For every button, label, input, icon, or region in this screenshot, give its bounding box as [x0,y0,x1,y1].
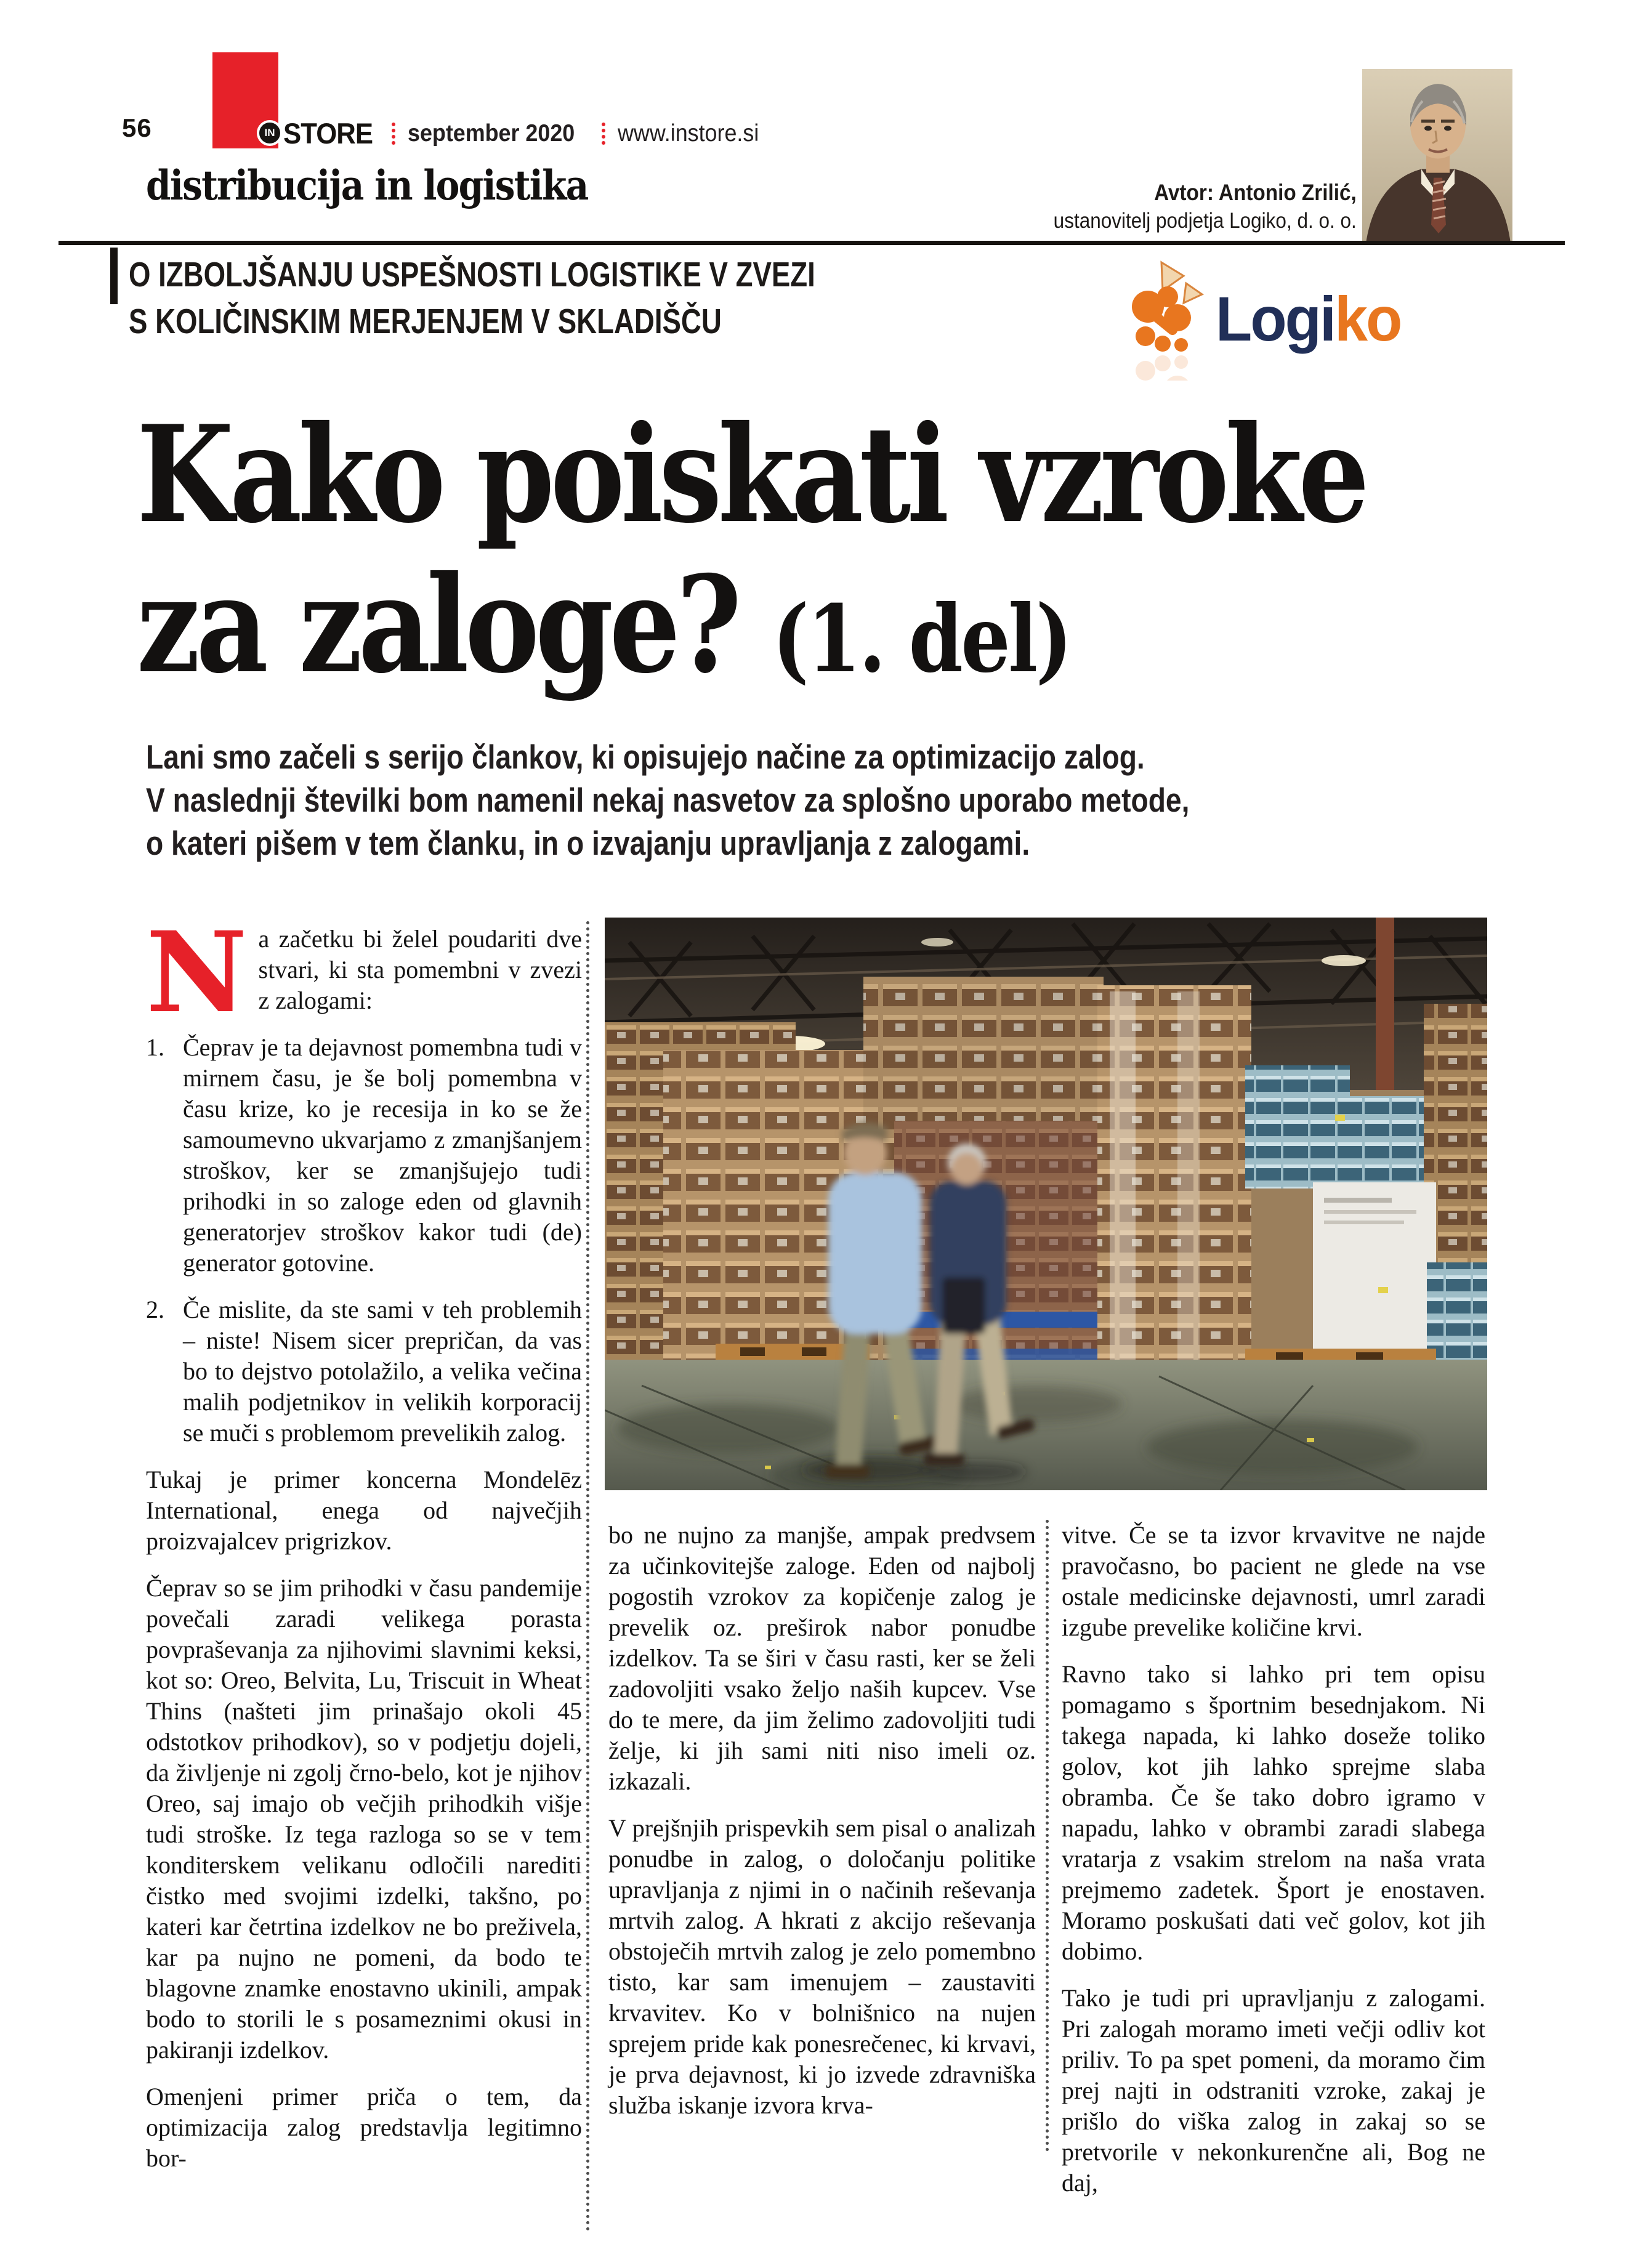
instore-in-badge [257,120,283,146]
column-divider [586,921,589,2232]
paragraph: bo ne nujno za manjše, ampak predvsem za učinkovitejše zaloge. Eden od najbolj pogostih vzrokov za kopičenje zalog je prevelik oz. preširok nabor ponudbe izdelkov. Ta se širi v času rasti, ker se želi zadovoljiti vsako željo naših kupcev. Vse do te mere, da jim želimo zadovoljiti tudi želje, ki jih sami niti niso imeli oz. izkazali. [608,1521,1036,1795]
author-subtitle: ustanovitelj podjetja Logiko, d. o. o. [1053,209,1357,233]
paragraph: Tako je tudi pri upravljanju z zalogami. Pri zalogah moramo imeti večji odliv kot priliv. To pa spet pomeni, da moramo čim prej najti in odstraniti vzroke, zakaj je prišlo do viška zalog in zakaj so se pretvorile v nekonkurenčne ali, Bog ne daj, [1062,1984,1485,2197]
article-title [137,396,1599,714]
kicker-bar [110,248,118,304]
author-photo [1362,69,1512,243]
list-item [146,1294,582,1448]
paragraph: vitve. Če se ta izvor krvavitve ne najde pravočasno, bo pacient ne glede na vse ostale medicinske dejavnosti, umrl zaradi izgube prevelike količine krvi. [1062,1521,1485,1641]
masthead [283,116,771,150]
list-number: 2. [146,1296,164,1323]
paragraph: Ravno tako si lahko pri tem opisu pomagamo s športnim besednjakom. Ni takega napada, ki lahko doseže toliko golov, kot jih lahko sprejme slaba obramba. Če še tako dobro igramo v napadu, lahko v obrambi zaradi slabega vratarja z vsakim strelom na naša vrata prejmemo zadetek. Šport je enostaven. Moramo poskušati dati več golov, kot jih dobimo. [1062,1660,1485,1965]
paragraph: V prejšnjih prispevkih sem pisal o analizah ponudbe in zalog, o določanju politike upravljanja z njimi in o načinih reševanja mrtvih zalog. A hkrati z akcijo reševanja obstoječih mrtvih zalog je zelo pomembno tisto, kar sam imenujem – zaustaviti krvavitev. Ko v bolnišnico na nujen sprejem pride kak ponesrečenec, ki krvavi, je prva dejavnost, ki jo izvede zdravniška služba iskanje izvora krva- [608,1814,1036,2119]
author-byline: Avtor: Antonio Zrilić, [1154,180,1357,205]
section-title: distribucija in logistika [146,161,588,209]
article-column-3 [1062,1520,1485,2214]
lead-line2: V naslednji številki bom namenil nekaj nasvetov za splošno uporabo metode, [146,781,1190,819]
page-number: 56 [122,113,152,142]
website-link[interactable]: www.instore.si [617,119,759,147]
instore-in-label: IN [264,127,275,139]
drop-cap: N [146,908,248,1038]
logiko-text-dark: Logi [1216,284,1335,354]
author-block [1020,179,1357,235]
header-rule [59,241,1565,245]
paragraph: Tukaj je primer koncerna Mondelēz International, enega od največjih proizvajalcev prigrizkov. [146,1466,582,1555]
dots-separator-icon [392,123,395,145]
list-text: Čeprav je ta dejavnost pomembna tudi v mirnem času, je še bolj pomembna v času krize, ko je recesija in ko se že samoumevno ukvarjamo z zmanjšanjem stroškov, ker se zmanjšujejo tudi prihodki in so zaloge eden od glavnih generatorjev stroškov kakor tudi (de) generator gotovine. [183,1033,582,1277]
list-item [146,1032,582,1278]
intro-paragraph [146,908,582,1038]
lead-line1: Lani smo začeli s serijo člankov, ki opisujejo načine za optimizacijo zalog. [146,738,1145,776]
article-column-2 [608,1520,1036,2137]
lead-paragraph [146,735,1388,865]
title-line1: Kako poiskati vzroke [137,396,1366,552]
intro-text: a začetku bi želel poudariti dve stvari, ki sta pomembni v zvezi z zalogami: [258,925,582,1014]
paragraph: Omenjeni primer priča o tem, da optimizacija zalog predstavlja legitimno bor- [146,2083,582,2172]
logiko-icon [1126,257,1207,381]
article-column-1 [146,908,582,2190]
title-line2: za zaloge? [137,546,738,703]
kicker-line1: O IZBOLJŠANJU USPEŠNOSTI LOGISTIKE V ZVEZI [129,255,815,294]
title-part: (1. del) [772,585,1071,693]
masthead-store-label: STORE [283,117,373,150]
logiko-wordmark [1216,284,1401,354]
column-divider [1046,1520,1049,2152]
list-text: Če mislite, da ste sami v teh problemih – niste! Nisem sicer prepričan, da vas bo to dejstvo potolažilo, a velika večina malih podjetnikov in velikih korporacij se muči s problemom prevelikih zalog. [183,1296,582,1447]
warehouse-photo [605,918,1487,1490]
paragraph: Čeprav so se jim prihodki v času pandemije povečali zaradi velikega porasta povpraševanja za njihovimi slavnimi keksi, kot so: Oreo, Belvita, Lu, Triscuit in Wheat Thins (našteti jim prinašajo okoli 45 odstotkov prihodkov), so v podjetju dojeli, da življenje ni zgolj črno-belo, kot je njihov Oreo, saj imajo ob večjih prihodkih višje tudi stroške. Iz tega razloga so se v tem konditerskem velikanu odločili narediti čistko med svojimi izdelki, takšno, po kateri kar četrtina izdelkov ne bo preživela, kar pa nujno ne pomeni, da bodo te blagovne znamke enostavno ukinili, ampak bodo to storili le s posameznimi okusi in pakiranji izdelkov. [146,1574,582,2064]
issue-date: september 2020 [408,119,575,147]
kicker-line2: S KOLIČINSKIM MERJENJEM V SKLADIŠČU [129,302,722,341]
kicker [129,251,815,345]
dots-separator-icon [602,123,605,145]
logiko-logo [1126,257,1410,381]
logiko-text-orange: ko [1334,284,1401,354]
list-number: 1. [146,1033,164,1061]
lead-line3: o kateri pišem v tem članku, in o izvajanju upravljanja z zalogami. [146,824,1030,862]
